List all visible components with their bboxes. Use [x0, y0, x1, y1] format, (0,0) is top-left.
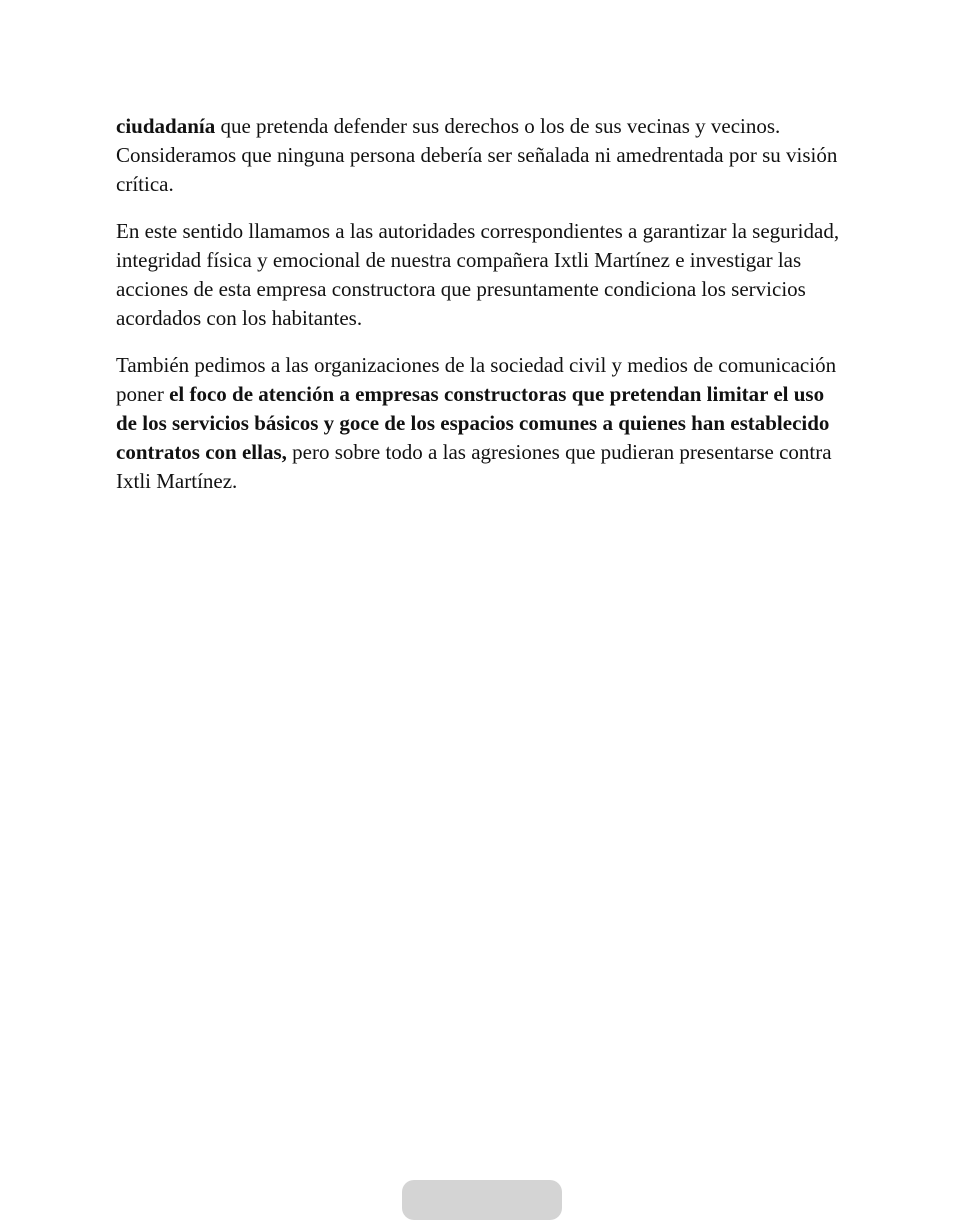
paragraph-3-lead: También pedimos a las organizaciones de la sociedad civil y medios de comunicación poner — [116, 353, 837, 406]
paragraph-2 — [116, 217, 846, 333]
home-indicator[interactable] — [402, 1180, 562, 1220]
paragraph-3-bold-part: el foco de atención a empresas constructoras que pretendan limitar el uso de los servicios básicos y goce de los espacios comunes a quienes han establecido contratos con ellas, — [116, 382, 830, 464]
paragraph-3-tail: pero sobre todo a las agresiones que pudieran presentarse contra Ixtli Martínez. — [116, 440, 832, 493]
paragraph-1-bold-lead: ciudadanía — [116, 114, 216, 138]
paragraph-1 — [116, 112, 846, 199]
paragraph-1-text: que pretenda defender sus derechos o los de sus vecinas y vecinos. Consideramos que ninguna persona debería ser señalada ni amedrentada por su visión crítica. — [116, 114, 838, 196]
document-body — [116, 112, 846, 514]
paragraph-3 — [116, 351, 846, 496]
paragraph-2-text: En este sentido llamamos a las autoridades correspondientes a garantizar la seguridad, integridad física y emocional de nuestra compañera Ixtli Martínez e investigar las acciones de esta empresa constructora que presuntamente condiciona los servicios acordados con los habitantes. — [116, 219, 840, 330]
